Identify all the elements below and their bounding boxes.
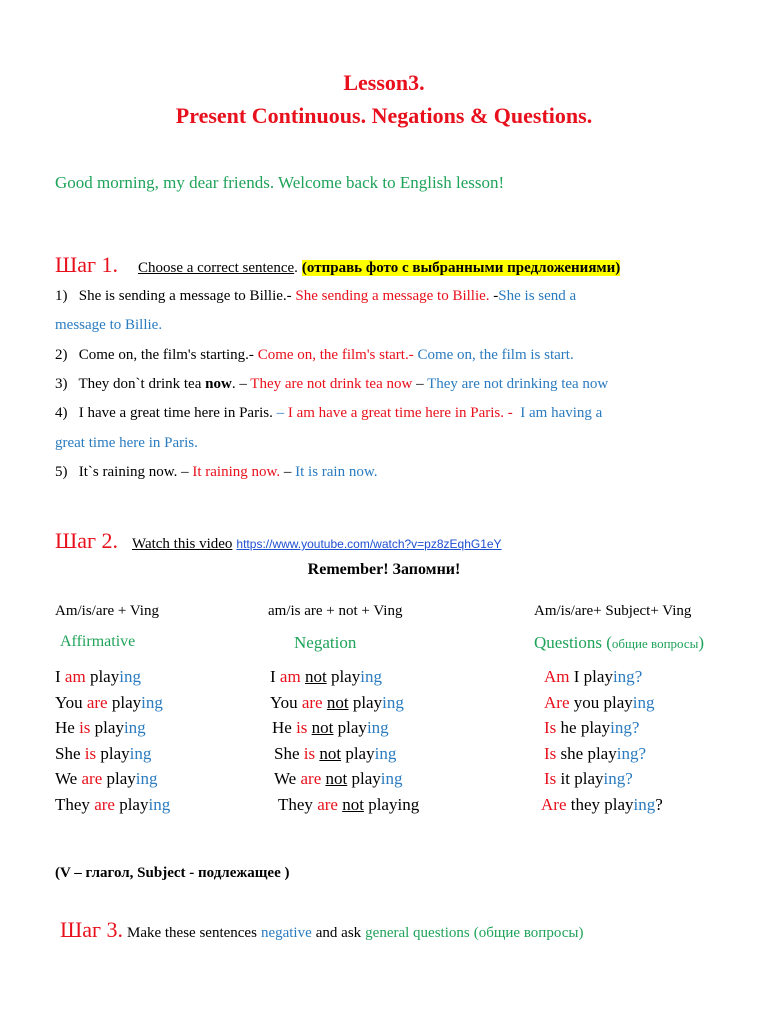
step3-general: general questions	[365, 925, 470, 941]
not-word: not	[304, 667, 327, 686]
subject: They	[55, 795, 90, 814]
item-option-c: I am having a	[520, 405, 603, 421]
subject: She	[55, 744, 81, 763]
item-option-a-end: . –	[231, 376, 247, 392]
item-number: 4)	[55, 405, 68, 421]
item-sep: –	[412, 376, 424, 392]
item-option-a-bold: now	[205, 376, 232, 392]
list-item	[55, 464, 377, 481]
item-sep: -	[489, 288, 499, 304]
item-option-c-cont: great time here in Paris.	[55, 435, 198, 451]
question-row	[544, 693, 655, 713]
aux-verb: Is	[544, 744, 557, 763]
question-row	[544, 744, 646, 764]
list-item	[55, 376, 608, 393]
lesson-number: Lesson3.	[343, 70, 425, 95]
verb-ending: ing	[366, 718, 389, 737]
item-option-a: They don`t drink tea	[78, 376, 202, 392]
item-option-c-cont: message to Billie.	[55, 317, 163, 333]
verb-stem: play	[351, 769, 381, 788]
verb-ending: ing	[374, 744, 397, 763]
subject: He	[272, 718, 292, 737]
verb-ending: ing	[612, 667, 635, 686]
subject: I	[573, 667, 580, 686]
affirmative-row	[55, 718, 146, 738]
question-row	[544, 718, 639, 738]
item-number: 1)	[55, 288, 68, 304]
item-option-a: It`s raining now. –	[78, 464, 189, 480]
affirmative-row	[55, 667, 141, 687]
verb-stem: play	[119, 795, 149, 814]
verb-stem: play	[604, 795, 634, 814]
question-mark: ?	[625, 769, 633, 788]
verb-ending: ing	[123, 718, 146, 737]
step2-heading	[55, 528, 502, 554]
item-option-b: They are not drink tea now	[250, 376, 413, 392]
verb-stem: play	[89, 667, 120, 686]
verb-ending: ing	[380, 769, 403, 788]
item-option-c: They are not drinking tea now	[427, 376, 609, 392]
subject: he	[560, 718, 577, 737]
step1-highlight: (отправь фото с выбранными предложениями)	[301, 260, 621, 276]
step3-text1: Make these sentences	[126, 925, 257, 941]
formula-questions: Am/is/are+ Subject+ Ving	[534, 603, 692, 619]
verb-ending: ing	[382, 693, 404, 712]
not-word: not	[326, 693, 349, 712]
formula-affirmative: Am/is/are + Ving	[55, 603, 159, 619]
verb-ending: ing	[119, 667, 141, 686]
negation-row	[278, 795, 419, 815]
item-option-b: I am have a great time here in Paris.	[287, 405, 505, 421]
verb-stem: play	[100, 744, 130, 763]
verb-ending: ing	[397, 795, 420, 814]
subject: We	[274, 769, 297, 788]
aux-verb: are	[300, 769, 322, 788]
verb-stem: play	[352, 693, 383, 712]
item-option-a: She is sending a message to Billie.-	[78, 288, 292, 304]
item-option-a: Come on, the film's starting.-	[78, 347, 254, 363]
not-word: not	[342, 795, 364, 814]
verb-stem: play	[603, 693, 633, 712]
affirmative-row	[55, 769, 158, 789]
col-title-affirmative: Affirmative	[60, 633, 136, 650]
step1-heading	[55, 252, 620, 278]
step3-negative: negative	[260, 925, 312, 941]
list-item	[55, 405, 602, 422]
aux-verb: are	[317, 795, 338, 814]
verb-stem: play	[583, 667, 613, 686]
verb-ending: ing	[610, 718, 632, 737]
subject: they	[570, 795, 601, 814]
negation-row	[270, 693, 404, 713]
questions-label: Questions (	[534, 633, 612, 652]
col-title-negation: Negation	[294, 633, 357, 652]
aux-verb: am	[64, 667, 86, 686]
question-mark: ?	[631, 718, 640, 737]
item-sep: -	[504, 405, 513, 421]
item-option-b: Come on, the film's start.	[257, 347, 409, 363]
list-item	[55, 347, 574, 364]
not-word: not	[325, 769, 348, 788]
aux-verb: is	[303, 744, 316, 763]
questions-close: )	[698, 633, 705, 652]
negation-row	[274, 744, 396, 764]
subject: You	[270, 693, 298, 712]
formula-negation: am/is are + not + Ving	[268, 603, 403, 619]
not-word: not	[319, 744, 342, 763]
step1-instruction: Choose a correct sentence	[137, 260, 295, 276]
verb-stem: play	[345, 744, 375, 763]
verb-stem: play	[330, 667, 361, 686]
subject: They	[278, 795, 313, 814]
verb-stem: play	[111, 693, 142, 712]
item-number: 2)	[55, 347, 68, 363]
verb-stem: play	[580, 718, 611, 737]
remember-heading: Remember! Запомни!	[307, 561, 461, 578]
subject: I	[270, 667, 276, 686]
item-number: 5)	[55, 464, 68, 480]
affirmative-row	[55, 693, 163, 713]
step3-heading	[60, 917, 583, 943]
item-option-c: It is rain now.	[295, 464, 378, 480]
aux-verb: is	[79, 718, 91, 737]
question-mark: ?	[638, 744, 647, 763]
aux-verb: Are	[544, 693, 570, 712]
verb-stem: play	[368, 795, 398, 814]
subject: We	[55, 769, 78, 788]
subject: it	[560, 769, 570, 788]
aux-verb: Is	[544, 769, 557, 788]
verb-ending: ing	[129, 744, 152, 763]
verb-stem: play	[337, 718, 367, 737]
step3-paren: (общие вопросы)	[473, 925, 584, 941]
subject: You	[55, 693, 83, 712]
step2-watch: Watch this video	[131, 536, 233, 552]
not-word: not	[311, 718, 334, 737]
negation-row	[274, 769, 403, 789]
verb-stem: play	[106, 769, 136, 788]
step3-text2: and ask	[315, 925, 362, 941]
verb-ending: ing	[148, 795, 171, 814]
questions-small: общие вопросы	[611, 636, 699, 651]
item-sep: –	[272, 405, 285, 421]
item-option-a: I have a great time here in Paris.	[78, 405, 273, 421]
subject: she	[560, 744, 584, 763]
subject: you	[573, 693, 600, 712]
step3-label: Шаг 3.	[60, 917, 123, 942]
verb-stem: play	[587, 744, 617, 763]
question-row	[541, 795, 663, 815]
verb-stem: play	[574, 769, 604, 788]
negation-row	[270, 667, 382, 687]
affirmative-row	[55, 795, 170, 815]
question-row	[544, 667, 642, 687]
item-option-b: It raining now.	[192, 464, 281, 480]
verb-ending: ing	[633, 795, 656, 814]
question-mark: ?	[634, 667, 643, 686]
greeting: Good morning, my dear friends. Welcome back to English lesson!	[55, 173, 505, 192]
aux-verb: are	[81, 769, 103, 788]
negation-row	[272, 718, 389, 738]
item-number: 3)	[55, 376, 68, 392]
subject: She	[274, 744, 300, 763]
verb-ending: ing	[141, 693, 163, 712]
aux-verb: am	[279, 667, 301, 686]
step2-label: Шаг 2.	[55, 528, 118, 553]
item-sep: –	[280, 464, 292, 480]
aux-verb: Is	[544, 718, 557, 737]
video-link[interactable]: https://www.youtube.com/watch?v=pz8zEqhG1eY	[236, 537, 502, 551]
question-row	[544, 769, 633, 789]
aux-verb: is	[296, 718, 308, 737]
verb-stem: play	[94, 718, 124, 737]
page-title: Present Continuous. Negations & Questions.	[175, 103, 593, 128]
aux-verb: are	[301, 693, 323, 712]
verb-ending: ing	[135, 769, 158, 788]
aux-verb: is	[84, 744, 97, 763]
note: (V – глагол, Subject - подлежащее )	[55, 865, 290, 881]
item-sep: -	[408, 347, 414, 363]
aux-verb: are	[86, 693, 108, 712]
verb-ending: ing	[603, 769, 626, 788]
step1-dot: .	[294, 260, 298, 276]
item-option-c: Come on, the film is start.	[417, 347, 574, 363]
subject: I	[55, 667, 61, 686]
verb-ending: ing	[632, 693, 655, 712]
verb-ending: ing	[360, 667, 382, 686]
col-title-questions	[534, 633, 704, 653]
step1-label: Шаг 1.	[55, 252, 118, 277]
aux-verb: Am	[544, 667, 570, 686]
aux-verb: are	[94, 795, 115, 814]
item-option-c: She is send a	[498, 288, 577, 304]
list-item	[55, 288, 576, 305]
question-mark: ?	[655, 795, 663, 814]
aux-verb: Are	[541, 795, 567, 814]
verb-ending: ing	[616, 744, 639, 763]
subject: He	[55, 718, 75, 737]
affirmative-row	[55, 744, 151, 764]
item-option-b: She sending a message to Billie.	[295, 288, 490, 304]
